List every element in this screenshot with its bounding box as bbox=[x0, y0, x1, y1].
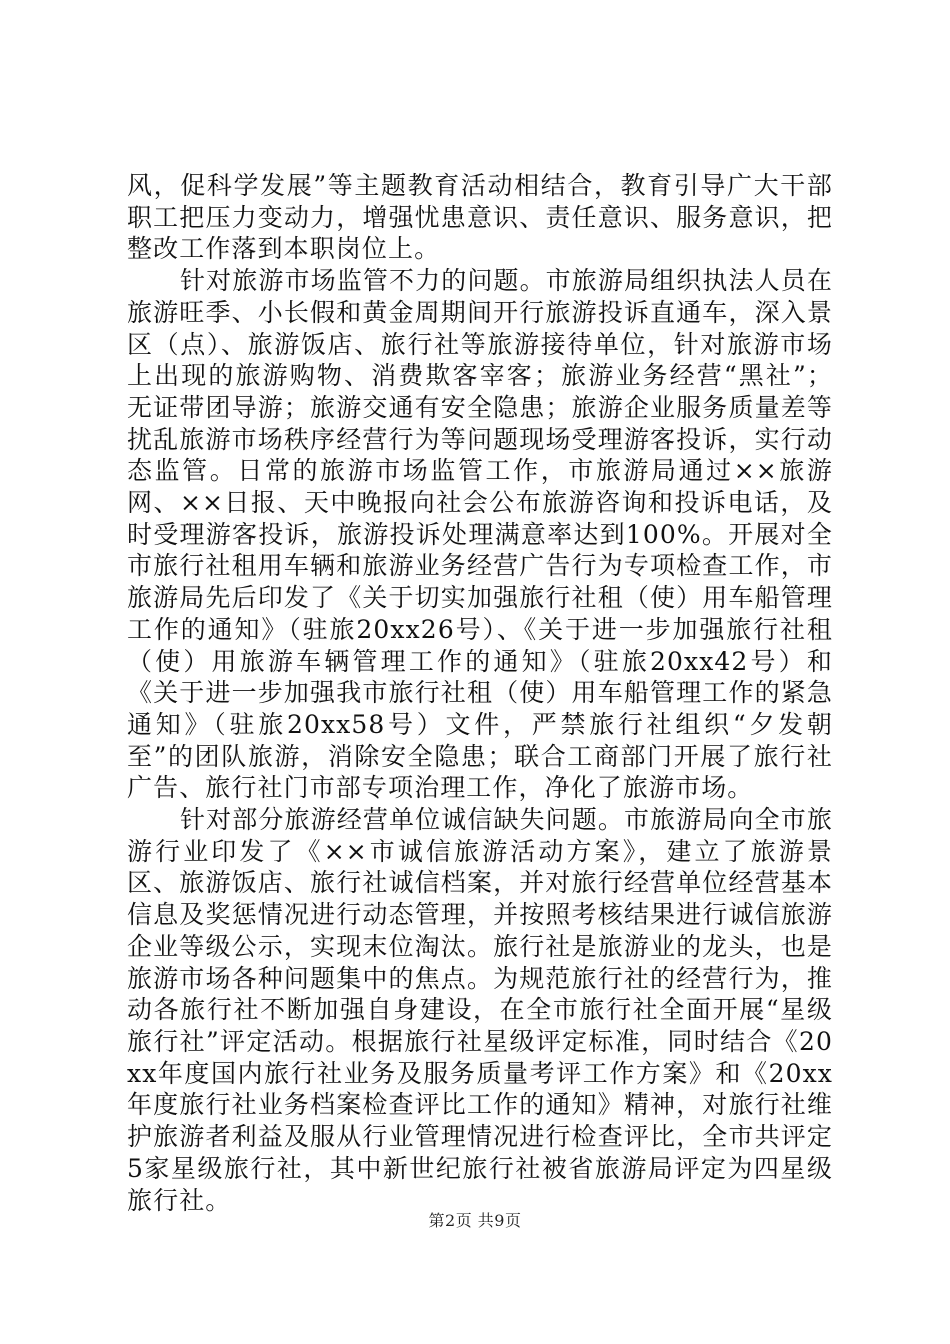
paragraph-1: 风，促科学发展”等主题教育活动相结合，教育引导广大干部职工把压力变动力，增强忧患意识、责任意识、服务意识，把整改工作落到本职岗位上。 bbox=[127, 171, 833, 264]
document-body bbox=[127, 170, 833, 1216]
paragraph-3: 针对部分旅游经营单位诚信缺失问题。市旅游局向全市旅游行业印发了《××市诚信旅游活动方案》，建立了旅游景区、旅游饭店、旅行社诚信档案，并对旅行经营单位经营基本信息及奖惩情况进行动态管理，并按照考核结果进行诚信旅游企业等级公示，实现末位淘汰。旅行社是旅游业的龙头，也是旅游市场各种问题集中的焦点。为规范旅行社的经营行为，推动各旅行社不断加强自身建设，在全市旅行社全面开展“星级旅行社”评定活动。根据旅行社星级评定标准，同时结合《20xx年度国内旅行社业务及服务质量考评工作方案》和《20xx年度旅行社业务档案检查评比工作的通知》精神，对旅行社维护旅游者利益及服从行业管理情况进行检查评比，全市共评定5家星级旅行社，其中新世纪旅行社被省旅游局评定为四星级旅行社。 bbox=[127, 805, 833, 1215]
page-footer: 第2页 共9页 bbox=[428, 1211, 522, 1230]
paragraph-2: 针对旅游市场监管不力的问题。市旅游局组织执法人员在旅游旺季、小长假和黄金周期间开行旅游投诉直通车，深入景区（点）、旅游饭店、旅行社等旅游接待单位，针对旅游市场上出现的旅游购物、消费欺客宰客；旅游业务经营“黑社”；无证带团导游；旅游交通有安全隐患；旅游企业服务质量差等扰乱旅游市场秩序经营行为等问题现场受理游客投诉，实行动态监管。日常的旅游市场监管工作，市旅游局通过××旅游网、××日报、天中晚报向社会公布旅游咨询和投诉电话，及时受理游客投诉，旅游投诉处理满意率达到100%。开展对全市旅行社租用车辆和旅游业务经营广告行为专项检查工作，市旅游局先后印发了《关于切实加强旅行社租（使）用车船管理工作的通知》（驻旅20xx26号）、《关于进一步加强旅行社租（使）用旅游车辆管理工作的通知》（驻旅20xx42号）和《关于进一步加强我市旅行社租（使）用车船管理工作的紧急通知》（驻旅20xx58号）文件，严禁旅行社组织“夕发朝至”的团队旅游，消除安全隐患；联合工商部门开展了旅行社广告、旅行社门市部专项治理工作，净化了旅游市场。 bbox=[127, 266, 833, 803]
